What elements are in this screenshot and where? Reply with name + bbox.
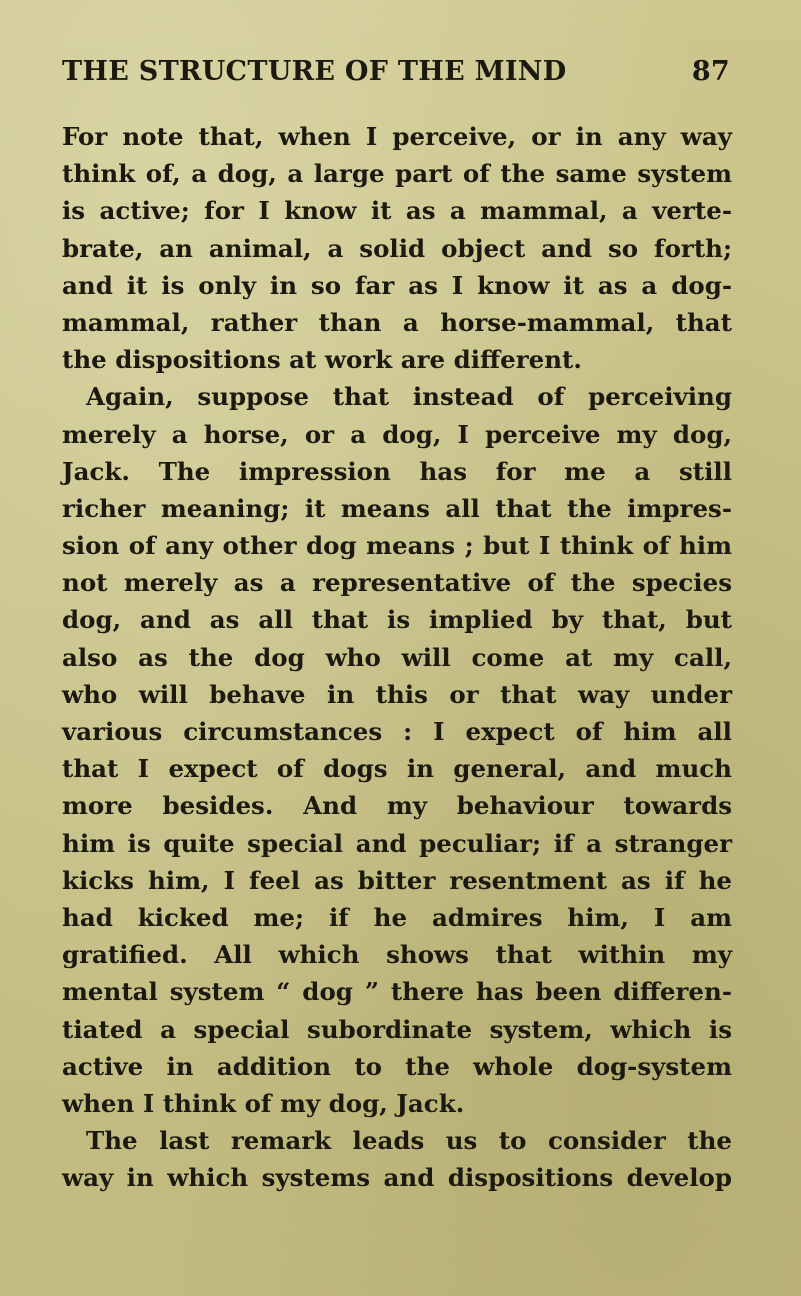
text-line: mental system “ dog ” there has been differen- — [62, 977, 732, 1007]
text-line: way in which systems and dispositions develop — [62, 1163, 732, 1193]
page-number: 87 — [691, 56, 730, 87]
text-line: the dispositions at work are different. — [62, 345, 582, 375]
page-header — [62, 56, 730, 96]
text-line: sion of any other dog means ; but I think of him — [62, 531, 732, 561]
text-line: not merely as a representative of the species — [62, 568, 732, 598]
text-line: dog, and as all that is implied by that, but — [62, 605, 732, 635]
text-line: mammal, rather than a horse-mammal, that — [62, 307, 732, 337]
text-line: that I expect of dogs in general, and much — [62, 754, 732, 784]
running-head: THE STRUCTURE OF THE MIND — [62, 56, 567, 87]
text-line: also as the dog who will come at my call, — [62, 642, 732, 672]
text-line: The last remark leads us to consider the — [86, 1126, 732, 1156]
text-line: For note that, when I perceive, or in any way — [62, 122, 732, 151]
text-line: who will behave in this or that way under — [62, 679, 732, 709]
text-line: Again, suppose that instead of perceiving — [86, 382, 732, 412]
text-line: richer meaning; it means all that the impres- — [62, 493, 732, 523]
text-line: more besides. And my behaviour towards — [62, 791, 732, 821]
text-line: when I think of my dog, Jack. — [62, 1088, 465, 1118]
text-line: active in addition to the whole dog-system — [62, 1051, 732, 1081]
text-line: various circumstances : I expect of him all — [62, 717, 732, 746]
text-line: had kicked me; if he admires him, I am — [62, 902, 732, 932]
text-line: him is quite special and peculiar; if a stranger — [62, 828, 732, 858]
text-line: tiated a special subordinate system, which is — [62, 1014, 732, 1044]
text-line: think of, a dog, a large part of the same system — [62, 159, 732, 189]
text-line: Jack. The impression has for me a still — [62, 456, 732, 486]
body-text — [62, 118, 732, 1196]
text-line: kicks him, I feel as bitter resentment as if he — [62, 865, 732, 895]
text-line: is active; for I know it as a mammal, a verte- — [62, 196, 732, 226]
text-line: brate, an animal, a solid object and so forth; — [62, 233, 732, 263]
text-line: and it is only in so far as I know it as a dog- — [62, 270, 732, 300]
text-line: gratified. All which shows that within my — [62, 940, 732, 970]
text-line: merely a horse, or a dog, I perceive my dog, — [62, 419, 732, 449]
